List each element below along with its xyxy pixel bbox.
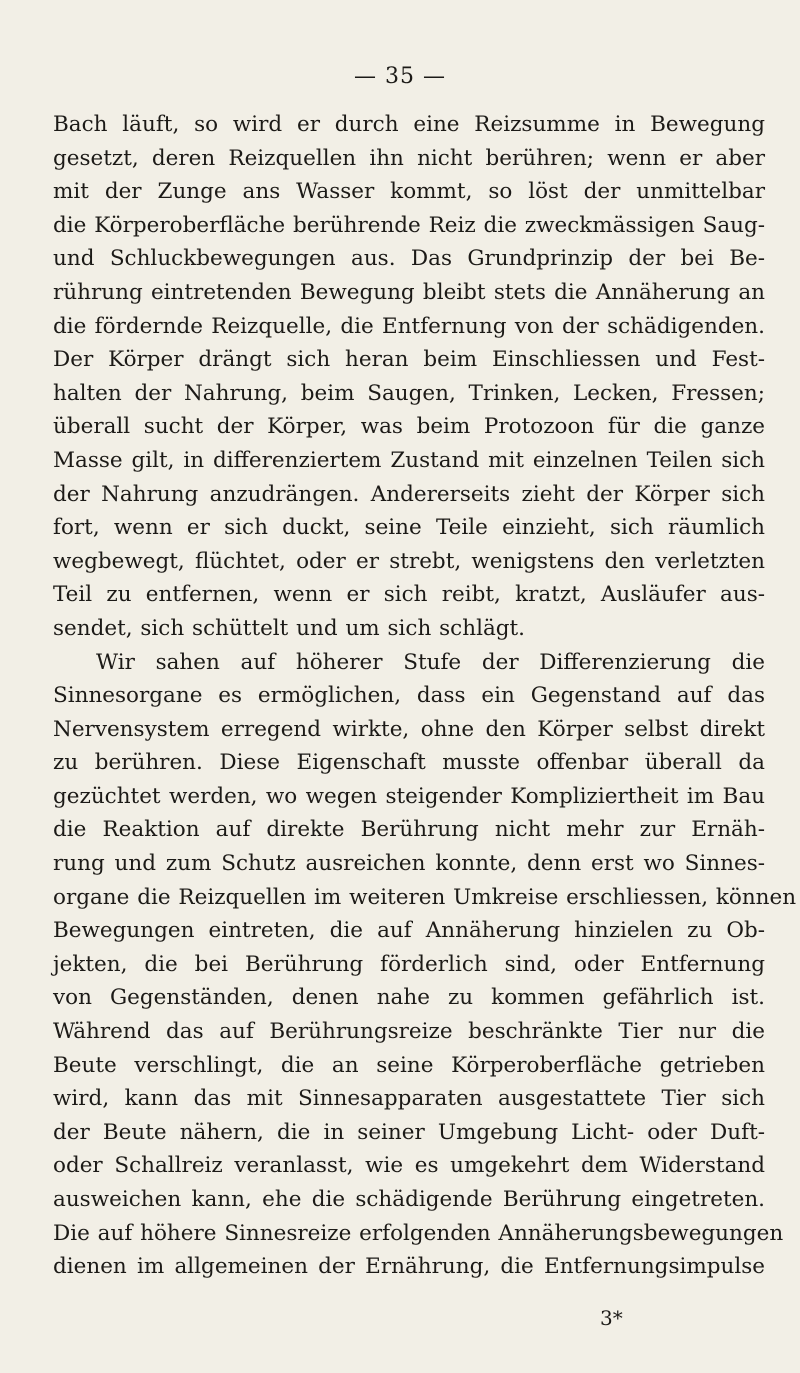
text-line: der Nahrung anzudrängen. Andererseits zieht der Körper sich: [53, 481, 765, 507]
text-line: Während das auf Berührungsreize beschränkte Tier nur die: [53, 1019, 765, 1045]
text-line: sendet, sich schüttelt und um sich schlägt.: [53, 615, 525, 641]
text-line: Die auf höhere Sinnesreize erfolgenden Annäherungsbewegungen: [53, 1220, 784, 1246]
text-line: die Körperoberfläche berührende Reiz die zweckmässigen Saug-: [53, 212, 766, 238]
text-line: wird, kann das mit Sinnesapparaten ausgestattete Tier sich: [53, 1086, 765, 1112]
text-line: Bach läuft, so wird er durch eine Reizsumme in Bewegung: [53, 112, 765, 137]
text-line: zu berühren. Diese Eigenschaft musste offenbar überall da: [53, 750, 765, 776]
text-line: wegbewegt, flüchtet, oder er strebt, wenigstens den verletzten: [53, 548, 765, 574]
text-line: die fördernde Reizquelle, die Entfernung von der schädigenden.: [53, 313, 765, 339]
text-line: mit der Zunge ans Wasser kommt, so löst der unmittelbar: [53, 179, 765, 205]
text-line: ausweichen kann, ehe die schädigende Berührung eingetreten.: [53, 1187, 765, 1212]
page-number: — 35 —: [354, 64, 446, 89]
text-line: fort, wenn er sich duckt, seine Teile einzieht, sich räumlich: [53, 515, 765, 541]
text-line: der Beute nähern, die in seiner Umgebung Licht- oder Duft-: [53, 1119, 765, 1145]
text-line: Der Körper drängt sich heran beim Einschliessen und Fest-: [53, 347, 765, 373]
text-line: rührung eintretenden Bewegung bleibt stets die Annäherung an: [53, 279, 765, 305]
text-line: Beute verschlingt, die an seine Körperoberfläche getrieben: [53, 1052, 765, 1078]
signature-mark: 3*: [600, 1306, 623, 1330]
text-line: jekten, die bei Berührung förderlich sind, oder Entfernung: [53, 951, 765, 977]
text-line: Teil zu entfernen, wenn er sich reibt, kratzt, Ausläufer aus-: [53, 582, 765, 608]
text-line: überall sucht der Körper, was beim Protozoon für die ganze: [53, 414, 765, 440]
text-line: und Schluckbewegungen aus. Das Grundprinzip der bei Be-: [53, 246, 765, 272]
text-line: halten der Nahrung, beim Saugen, Trinken, Lecken, Fressen;: [53, 380, 765, 406]
text-line: Wir sahen auf höherer Stufe der Differenzierung die: [96, 649, 765, 675]
text-line: rung und zum Schutz ausreichen konnte, denn erst wo Sinnes-: [53, 851, 765, 877]
body-text: [53, 108, 797, 1284]
text-line: Bewegungen eintreten, die auf Annäherung hinzielen zu Ob-: [53, 918, 765, 944]
text-line: Sinnesorgane es ermöglichen, dass ein Gegenstand auf das: [53, 683, 765, 709]
text-line: oder Schallreiz veranlasst, wie es umgekehrt dem Widerstand: [53, 1153, 765, 1179]
text-line: Masse gilt, in differenziertem Zustand mit einzelnen Teilen sich: [53, 447, 765, 473]
text-line: gesetzt, deren Reizquellen ihn nicht berühren; wenn er aber: [53, 145, 765, 171]
text-line: gezüchtet werden, wo wegen steigender Kompliziertheit im Bau: [53, 783, 765, 809]
text-line: dienen im allgemeinen der Ernährung, die Entfernungsimpulse: [53, 1254, 765, 1280]
text-line: von Gegenständen, denen nahe zu kommen gefährlich ist.: [53, 985, 765, 1011]
text-line: Nervensystem erregend wirkte, ohne den Körper selbst direkt: [53, 716, 765, 742]
text-line: die Reaktion auf direkte Berührung nicht mehr zur Ernäh-: [53, 817, 765, 843]
text-line: organe die Reizquellen im weiteren Umkreise erschliessen, können: [53, 884, 797, 910]
